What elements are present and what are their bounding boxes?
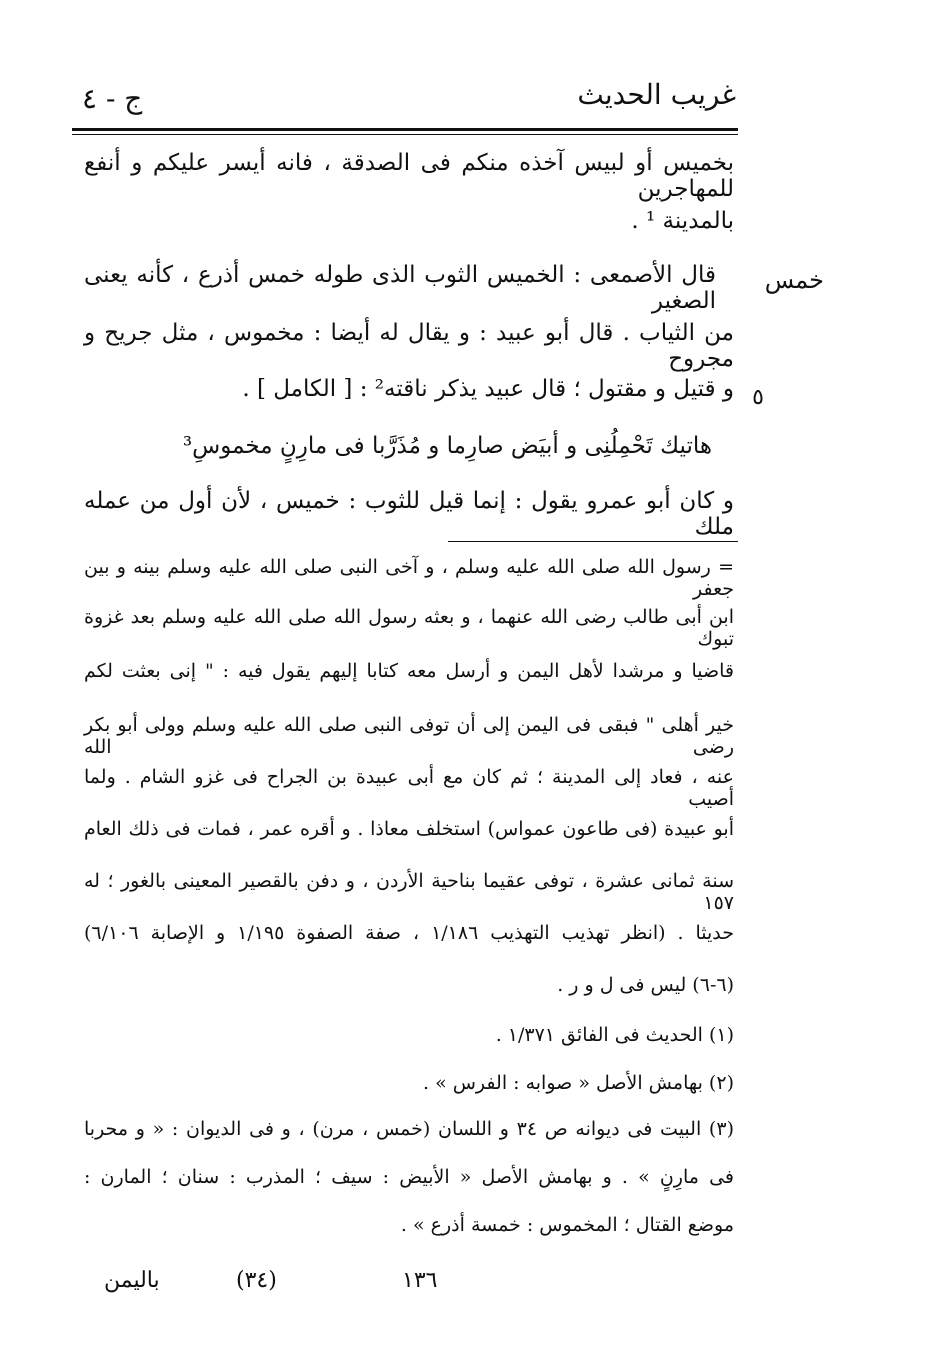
line-number: ٥ <box>752 385 764 410</box>
catchword: باليمن <box>104 1268 160 1293</box>
footnote-line-4: خير أهلى " فبقى فى اليمن إلى أن توفى النبى صلى الله عليه وسلم وولى أبو بكر رضى الله <box>84 714 734 758</box>
footnote-rule <box>448 541 738 542</box>
page-number: ١٣٦ <box>402 1268 438 1293</box>
footnote-line-1: = رسول الله صلى الله عليه وسلم ، و آخى النبى صلى الله عليه وسلم بينه و بين جعفر <box>84 556 734 600</box>
footnote-line-5: عنه ، فعاد إلى المدينة ؛ ثم كان مع أبى عبيدة بن الجراح فى غزو الشام . ولما أصيب <box>84 766 734 810</box>
footnote-line-11: (٢) بهامش الأصل « صوابه : الفرس » . <box>423 1072 734 1094</box>
header-rule-thin <box>72 134 738 135</box>
footnote-line-12: (٣) البيت فى ديوانه ص ٣٤ و اللسان (خمس ، مرن) ، و فى الديوان : « و محربا <box>84 1118 734 1140</box>
footnote-line-9: (٦-٦) ليس فى ل و ر . <box>557 974 734 996</box>
footnote-line-13: فى مارِنٍ » . و بهامش الأصل « الأبيض : سيف ؛ المذرب : سنان ؛ المارن : <box>84 1166 734 1188</box>
margin-keyword: خمس <box>764 266 824 294</box>
header-rule <box>72 128 738 131</box>
footnote-line-8: حديثا . (انظر تهذيب التهذيب ١/١٨٦ ، صفة الصفوة ١/١٩٥ و الإصابة ٦/١٠٦) <box>84 922 734 944</box>
body-line-1: بخميس أو لبيس آخذه منكم فى الصدقة ، فانه أيسر عليكم و أنفع للمهاجرين <box>84 150 734 202</box>
body-line-5: و قتيل و مقتول ؛ قال عبيد يذكر ناقته² : [ الكامل ] . <box>242 376 734 402</box>
verse-line: هاتيك تَحْمِلُنِى و أبيَض صارِما و مُذَرَّبا فى مارِنٍ مخموسِ³ <box>182 433 712 459</box>
footnote-line-14: موضع القتال ؛ المخموس : خمسة أذرع » . <box>400 1214 734 1236</box>
signature-mark: (٣٤) <box>236 1268 277 1293</box>
running-title: غريب الحديث <box>577 78 736 111</box>
footnote-line-7: سنة ثمانى عشرة ، توفى عقيما بناحية الأردن ، و دفن بالقصير المعينى بالغور ؛ له ١٥٧ <box>84 870 734 914</box>
body-line-7: و كان أبو عمرو يقول : إنما قيل للثوب : خميس ، لأن أول من عمله ملك <box>84 488 734 540</box>
body-line-3: قال الأصمعى : الخميس الثوب الذى طوله خمس أذرع ، كأنه يعنى الصغير <box>84 262 716 314</box>
body-line-4: من الثياب . قال أبو عبيد : و يقال له أيضا : مخموس ، مثل جريح و مجروح <box>84 320 734 372</box>
body-line-2: بالمدينة ¹ . <box>631 208 734 234</box>
volume-number: ج - ٤ <box>82 82 143 115</box>
footnote-line-2: ابن أبى طالب رضى الله عنهما ، و بعثه رسول الله صلى الله عليه وسلم بعد غزوة تبوك <box>84 606 734 650</box>
footnote-line-3: قاضيا و مرشدا لأهل اليمن و أرسل معه كتابا إليهم يقول فيه : " إنى بعثت لكم <box>84 660 734 682</box>
footnote-line-6: أبو عبيدة (فى طاعون عمواس) استخلف معاذا . و أقره عمر ، فمات فى ذلك العام <box>84 818 734 840</box>
footnote-line-10: (١) الحديث فى الفائق ١/٣٧١ . <box>495 1024 734 1046</box>
